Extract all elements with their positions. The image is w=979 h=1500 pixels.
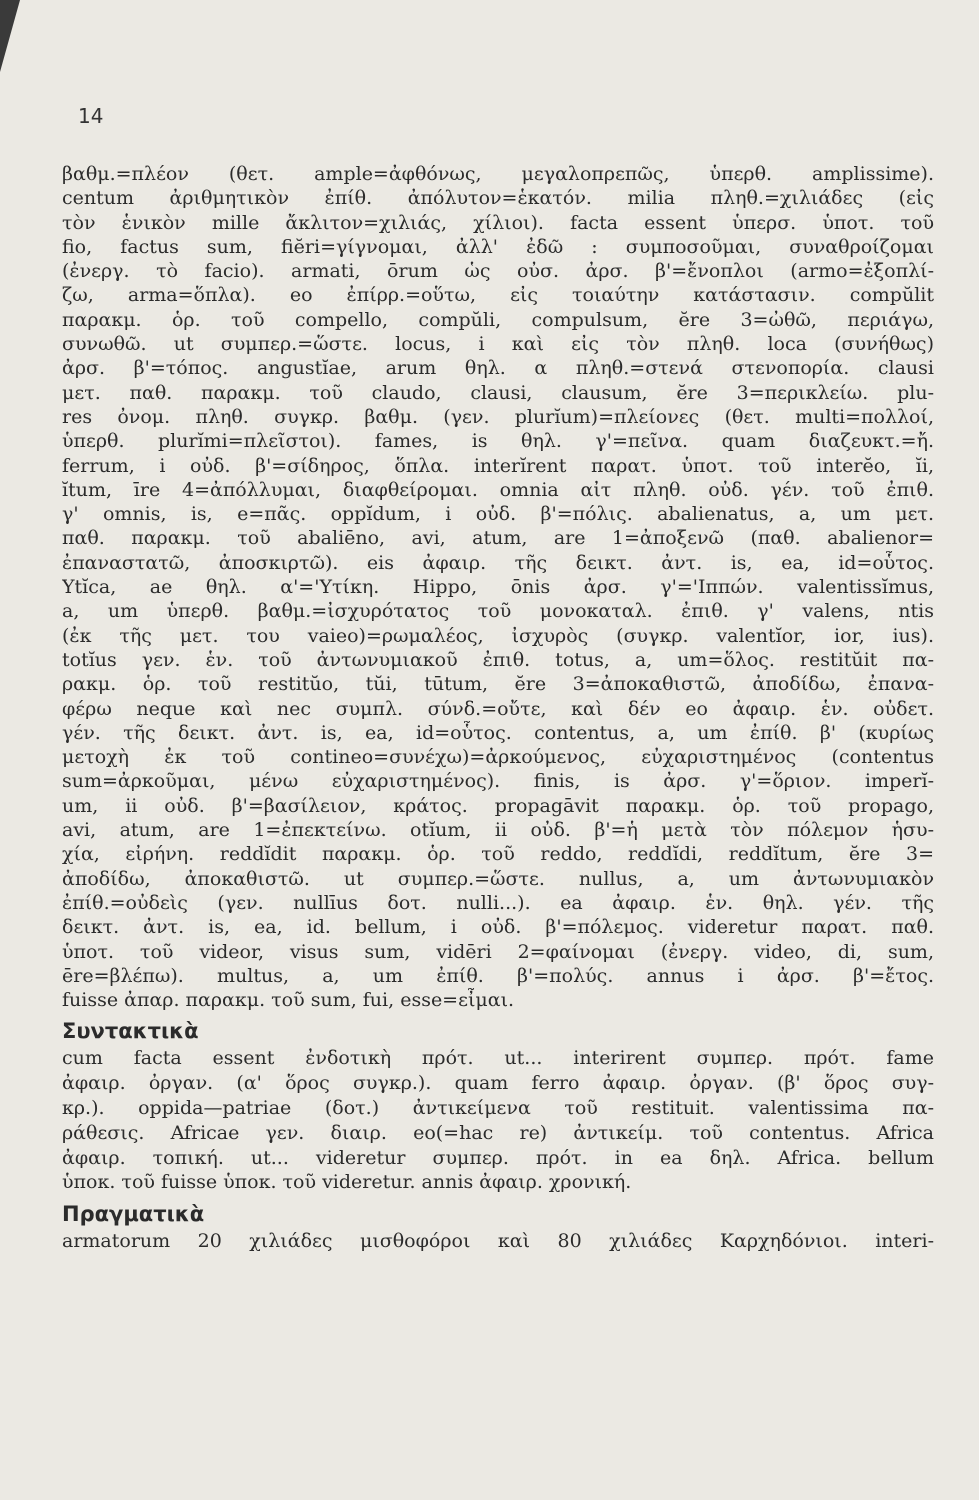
text-line: βαθμ.=πλέον (θετ. ample=ἀφθόνως, μεγαλοπρεπῶς, ὑπερθ. amplissime). <box>62 163 934 185</box>
vocabulary-section <box>62 162 934 1012</box>
text-line: um, ii οὐδ. β'=βασίλειον, κράτος. propagāvit παρακμ. ὁρ. τοῦ propago, <box>62 794 934 817</box>
pragmatic-heading: Πραγματικὰ <box>62 1202 205 1227</box>
text-line: μετοχὴ ἐκ τοῦ contineo=συνέχω)=ἀρκούμενος, εὐχαριστημένος (contentus <box>62 746 934 769</box>
text-line: ὑποτ. τοῦ videor, visus sum, vidēri 2=φαίνομαι (ἐνεργ. video, di, sum, <box>62 940 934 963</box>
text-line: (ἐνεργ. τὸ facio). armati, ōrum ὡς οὐσ. ἀρσ. β'=ἔνοπλοι (armo=ἐξοπλί- <box>62 260 934 283</box>
text-line: κρ.). oppida—patriae (δοτ.) ἀντικείμενα τοῦ restituit. valentissima πα- <box>62 1096 934 1119</box>
text-line: centum ἀριθμητικὸν ἐπίθ. ἀπόλυτον=ἑκατόν. milia πληθ.=χιλιάδες (εἰς <box>62 187 934 210</box>
text-line: τὸν ἑνικὸν mille ἄκλιτον=χιλιάς, χίλιοι). facta essent ὑπερσ. ὑποτ. τοῦ <box>62 211 934 234</box>
text-line: armatorum 20 χιλιάδες μισθοφόροι καὶ 80 χιλιάδες Καρχηδόνιοι. interi- <box>62 1230 934 1253</box>
text-line: fio, factus sum, fiĕri=γίγνομαι, ἀλλ' ἐδῶ : συμποσοῦμαι, συναθροίζομαι <box>62 235 934 258</box>
text-line: παθ. παρακμ. τοῦ abaliēno, avi, atum, are 1=ἀποξενῶ (παθ. abalienor= <box>62 527 934 550</box>
page-number: 14 <box>78 104 104 128</box>
text-line: ἀρσ. β'=τόπος. angustĭae, arum θηλ. α πληθ.=στενά στενοπορία. clausi <box>62 357 934 380</box>
text-line: γέν. τῆς δεικτ. ἀντ. is, ea, id=οὗτος. contentus, a, um ἐπίθ. β' (κυρίως <box>62 721 934 744</box>
text-line: γ' omnis, is, e=πᾶς. oppĭdum, i οὐδ. β'=πόλις. abalienatus, a, um μετ. <box>62 503 934 526</box>
text-line: sum=ἀρκοῦμαι, μένω εὐχαριστημένος). finis, is ἀρσ. γ'=ὅριον. imperĭ- <box>62 770 934 793</box>
pragmatic-section <box>62 1229 934 1254</box>
syntax-section <box>62 1046 934 1195</box>
text-line: ēre=βλέπω). multus, a, um ἐπίθ. β'=πολύς. annus i ἀρσ. β'=ἔτος. <box>62 964 934 987</box>
text-line: ἐπαναστατῶ, ἀποσκιρτῶ). eis ἀφαιρ. τῆς δεικτ. ἀντ. is, ea, id=οὗτος. <box>62 551 934 574</box>
text-line: cum facta essent ἐνδοτικὴ πρότ. ut... interirent συμπερ. πρότ. fame <box>62 1047 934 1070</box>
text-line: fuisse ἀπαρ. παρακμ. τοῦ sum, fui, esse=εἶμαι. <box>62 989 515 1012</box>
text-line: avi, atum, are 1=ἐπεκτείνω. otĭum, ii οὐδ. β'=ἡ μετὰ τὸν πόλεμον ἡσυ- <box>62 819 934 842</box>
text-line: ἐπίθ.=οὐδεὶς (γεν. nullīus δοτ. nulli...). ea ἀφαιρ. ἑν. θηλ. γέν. τῆς <box>62 891 934 914</box>
text-line: παρακμ. ὁρ. τοῦ compello, compŭli, compulsum, ĕre 3=ὠθῶ, περιάγω, <box>62 308 934 331</box>
text-line: a, um ὑπερθ. βαθμ.=ἰσχυρότατος τοῦ μονοκαταλ. ἐπιθ. γ' valens, ntis <box>62 600 934 623</box>
text-line: res ὀνομ. πληθ. συγκρ. βαθμ. (γεν. plurĭum)=πλείονες (θετ. multi=πολλοί, <box>62 405 934 428</box>
text-line: μετ. παθ. παρακμ. τοῦ claudo, clausi, clausum, ĕre 3=περικλείω. plu- <box>62 381 934 404</box>
text-line: ὑποκ. τοῦ fuisse ὑποκ. τοῦ videretur. annis ἀφαιρ. χρονική. <box>62 1171 632 1194</box>
text-line: (ἐκ τῆς μετ. του vaieo)=ρωμαλέος, ἰσχυρὸς (συγκρ. valentĭor, ior, ius). <box>62 624 934 647</box>
syntax-heading: Συντακτικὰ <box>62 1019 199 1044</box>
text-line: συνωθῶ. ut συμπερ.=ὥστε. locus, i καὶ εἰς τὸν πληθ. loca (συνήθως) <box>62 333 934 356</box>
text-line: ἀφαιρ. τοπική. ut... videretur συμπερ. πρότ. in ea δηλ. Africa. bellum <box>62 1146 934 1169</box>
text-line: χία, εἰρήνη. reddĭdit παρακμ. ὁρ. τοῦ reddo, reddĭdi, reddĭtum, ĕre 3= <box>62 843 934 866</box>
text-line: ὑπερθ. plurĭmi=πλεῖστοι). fames, is θηλ. γ'=πεῖνα. quam διαζευκτ.=ἤ. <box>62 430 934 453</box>
text-line: ἀποδίδω, ἀποκαθιστῶ. ut συμπερ.=ὥστε. nullus, a, um ἀντωνυμιακὸν <box>62 867 934 890</box>
text-line: δεικτ. ἀντ. is, ea, id. bellum, i οὐδ. β'=πόλεμος. videretur παρατ. παθ. <box>62 916 934 939</box>
text-line: ζω, arma=ὅπλα). eo ἐπίρρ.=οὕτω, εἰς τοιαύτην κατάστασιν. compŭlit <box>62 284 934 307</box>
text-line: ρακμ. ὁρ. τοῦ restitŭo, tŭi, tūtum, ĕre 3=ἀποκαθιστῶ, ἀποδίδω, ἐπανα- <box>62 673 934 696</box>
text-line: ĭtum, īre 4=ἀπόλλυμαι, διαφθείρομαι. omnia αἰτ πληθ. οὐδ. γέν. τοῦ ἐπιθ. <box>62 478 934 501</box>
text-line: Ytĭca, ae θηλ. α'='Υτίκη. Hippo, ōnis ἀρσ. γ'='Ιππών. valentissĭmus, <box>62 576 934 599</box>
text-line: ράθεσις. Africae γεν. διαιρ. eo(=hac re) ἀντικείμ. τοῦ contentus. Africa <box>62 1121 934 1144</box>
page-body <box>62 162 934 1254</box>
text-line: ferrum, i οὐδ. β'=σίδηρος, ὅπλα. interĭrent παρατ. ὑποτ. τοῦ interĕo, ĭi, <box>62 454 934 477</box>
text-line: ἀφαιρ. ὀργαν. (α' ὅρος συγκρ.). quam ferro ἀφαιρ. ὀργαν. (β' ὅρος συγ- <box>62 1072 934 1095</box>
text-line: φέρω neque καὶ nec συμπλ. σύνδ.=οὔτε, καὶ δέν eo ἀφαιρ. ἑν. οὐδετ. <box>62 697 934 720</box>
text-line: totĭus γεν. ἑν. τοῦ ἀντωνυμιακοῦ ἐπιθ. totus, a, um=ὅλος. restitŭit πα- <box>62 648 934 671</box>
page-corner-shadow <box>0 0 20 72</box>
